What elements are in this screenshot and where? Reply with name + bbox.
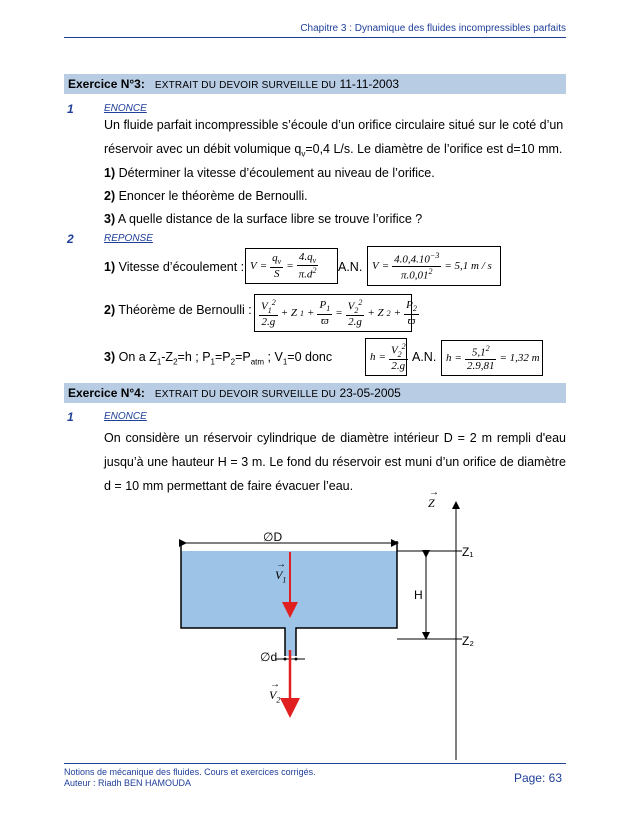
exercise-4-label: Exercice N°4:	[68, 386, 145, 400]
velocity-numeric: V = $\frac{4.0,4.10^{-3}}{\pi.0,01^2}$ = 5,1 m / s	[367, 246, 501, 286]
axis-label-z: → Z	[428, 487, 439, 510]
section-number: 1	[67, 410, 74, 424]
label-H: H	[414, 588, 423, 602]
exercise-4-source: EXTRAIT DU DEVOIR SURVEILLE DU	[154, 389, 337, 400]
label-z2: Z₂	[462, 634, 474, 648]
question-3: 3) A quelle distance de la surface libre se trouve l’orifice ?	[104, 212, 423, 226]
footer-author: Auteur : Riadh BEN HAMOUDA	[64, 778, 192, 788]
section-number: 2	[67, 232, 74, 246]
footer-rule	[64, 763, 566, 764]
section-number: 1	[67, 102, 74, 116]
answer-2: 2) Théorème de Bernoulli :	[104, 303, 252, 317]
label-v1: → $V_1$	[275, 559, 287, 585]
question-2: 2) Enoncer le théorème de Bernoulli.	[104, 189, 308, 203]
velocity-formula: V = $\frac{q_v}{S}$ = $\frac{4.q_v}{\pi.d^2}$	[245, 248, 338, 284]
exercise-4-date: 23-05-2005	[339, 386, 401, 400]
height-numeric: h = $\frac{5,1^2}{2.9,81}$ = 1,32 m	[441, 340, 543, 376]
label-z1: Z₁	[462, 545, 474, 559]
answer-3: 3) On a $Z_1-Z_2=h$ ; $P_1=P_2=P_{atm}$ ; $V_1=0$ donc	[104, 350, 333, 367]
label-diameter-D: ∅D	[263, 530, 283, 544]
height-formula: h = $\frac{V_2^2}{2.g}$	[365, 338, 407, 376]
footer-credits	[64, 767, 316, 789]
chapter-header: Chapitre 3 : Dynamique des fluides incompressibles parfaits	[300, 23, 566, 34]
answer-1: 1) Vitesse d’écoulement :	[104, 260, 245, 274]
label-v2: → $V_2$	[269, 679, 281, 705]
section-title: ENONCE	[104, 411, 147, 422]
footer-book-title: Notions de mécanique des fluides. Cours et exercices corrigés.	[64, 767, 316, 777]
exercise-3-label: Exercice N°3:	[68, 77, 145, 91]
statement-line: Un fluide parfait incompressible s’écoule d’un orifice circulaire situé sur le coté d’un	[104, 118, 564, 132]
label-diameter-d: ∅d	[260, 650, 278, 664]
question-1: 1) Déterminer la vitesse d’écoulement au niveau de l’orifice.	[104, 166, 435, 180]
statement-line: réservoir avec un débit volumique $q_v=0,4$ L/s. Le diamètre de l’orifice est d=10 mm.	[104, 142, 563, 159]
an-label: A.N.	[338, 260, 363, 274]
bernoulli-formula: $\frac{V_1^2}{2.g}$ + Z 1 + $\frac{P_1}{ϖ}$ = $\frac{V_2^2}{2.g}$ + Z 2 + $\frac{P_2}{ϖ}$	[254, 294, 412, 332]
exercise-4-statement: On considère un réservoir cylindrique de diamètre intérieur D = 2 m rempli d'eau jusqu’à une hauteur H = 3 m. Le fond du réservoir est muni d’un orifice de diamètre d = 10 mm permettant de faire évacuer l’eau.	[104, 431, 566, 493]
section-title: ENONCE	[104, 103, 147, 114]
an-label: A.N.	[412, 350, 437, 364]
section-title: REPONSE	[104, 233, 153, 244]
exercise-3-date: 11-11-2003	[339, 77, 400, 91]
page-number: Page: 63	[513, 771, 562, 785]
exercise-3-source: EXTRAIT DU DEVOIR SURVEILLE DU	[154, 80, 337, 91]
